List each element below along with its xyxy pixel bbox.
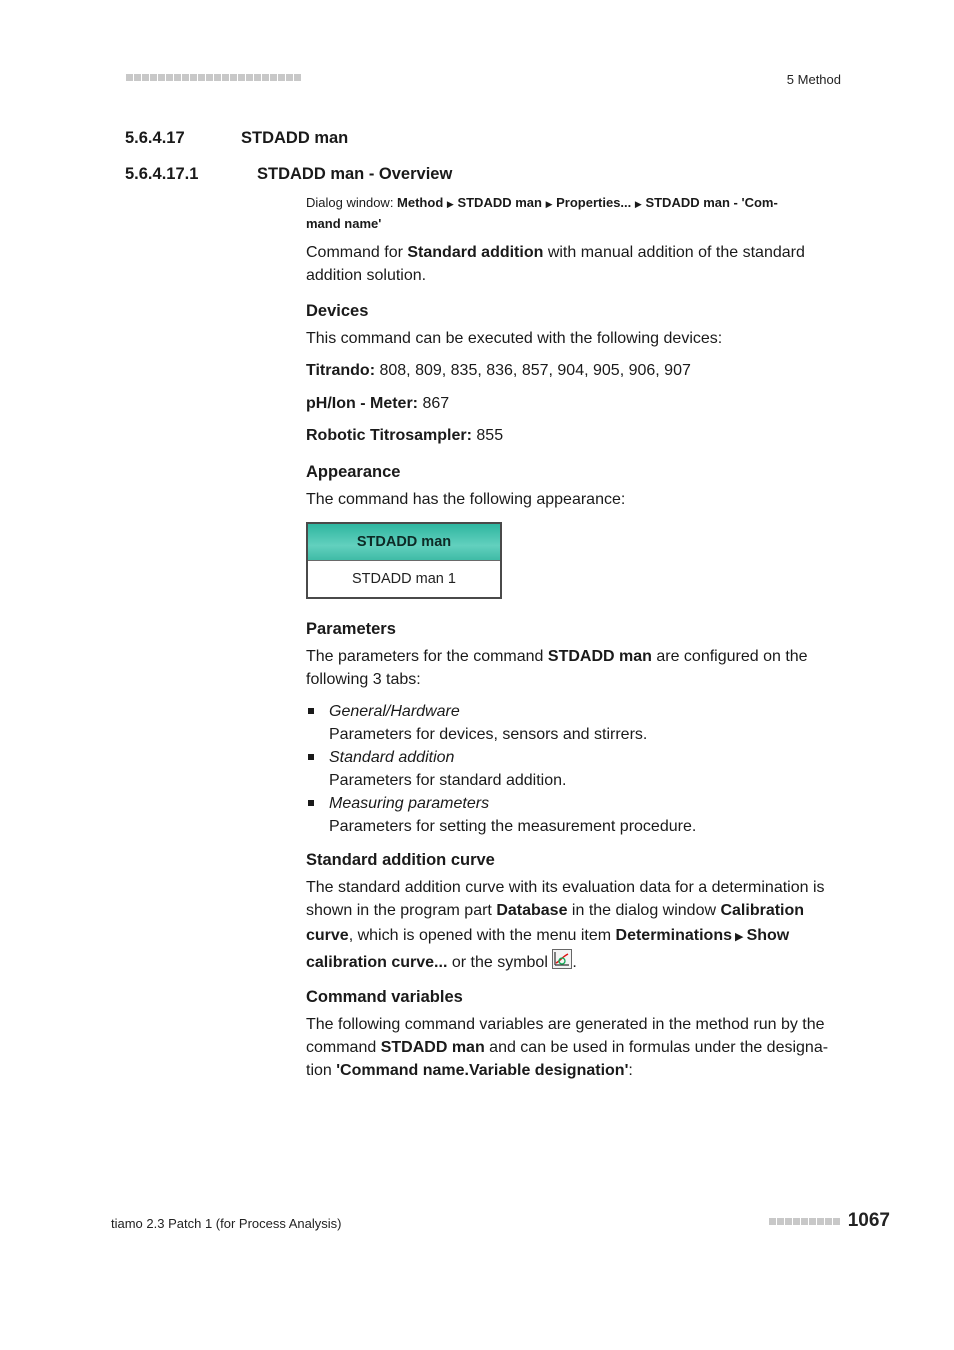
curve-bold-database: Database [496,902,568,919]
devices-text: This command can be executed with the following devices: [306,330,723,347]
header-decoration [126,74,301,81]
arrow-icon: ▶ [545,199,553,209]
curve-heading: Standard addition curve [306,851,495,869]
devices-heading: Devices [306,302,369,320]
command-block-name: STDADD man 1 [352,571,456,587]
page-number: 1067 [847,1210,890,1231]
parameters-bold: STDADD man [547,648,652,665]
dialog-path-method: Method [397,195,444,210]
device-ph-meter [306,392,842,415]
arrow-icon: ▶ [446,199,454,209]
variables-bold-command: STDADD man [380,1039,485,1056]
heading-level-2 [125,165,452,184]
curve-text: . [572,954,577,971]
device-label: pH/Ion - Meter: [306,395,418,412]
tab-name: General/Hardware [329,703,460,720]
appearance-text: The command has the following appearance: [306,491,626,508]
heading-level-1 [125,129,348,148]
dialog-path-properties: Properties... [556,195,632,210]
parameters-heading: Parameters [306,620,396,638]
parameters-text-1: The parameters for the command [306,648,548,665]
dialog-path-window-cont: mand name' [306,216,382,231]
curve-paragraph [306,876,842,976]
device-values: 808, 809, 835, 836, 857, 904, 905, 906, 907 [375,362,691,379]
variables-bold-designation: 'Command name.Variable designation' [336,1062,629,1079]
curve-text: , which is opened with the menu item [348,927,616,944]
header-section: 5 Method [786,72,841,87]
dialog-path-prefix: Dialog window: [306,195,398,210]
tab-description: Parameters for devices, sensors and stirrers. [329,726,648,743]
arrow-icon: ▶ [634,199,642,209]
list-item [306,792,842,838]
curve-text: or the symbol [447,954,553,971]
intro-bold: Standard addition [407,244,544,261]
footer-page [769,1210,890,1232]
arrow-icon: ▶ [731,931,747,943]
list-item [306,746,842,792]
variables-paragraph [306,1013,842,1082]
device-values: 855 [471,427,504,444]
parameters-text-2: are configured on the following 3 tabs: [306,648,808,688]
command-block-preview [306,522,502,599]
tab-name: Standard addition [329,749,455,766]
heading-1-number: 5.6.4.17 [125,129,185,147]
device-values: 867 [418,395,450,412]
dialog-path-window: STDADD man - 'Com- [645,195,778,210]
bullet-icon [308,754,314,760]
curve-bold-determinations: Determinations [615,927,732,944]
curve-bold-show: Show calibration curve... [306,927,790,971]
dialog-path [306,193,842,233]
device-label: Titrando: [306,362,376,379]
device-label: Robotic Titrosampler: [306,427,472,444]
tabs-list [306,700,842,838]
heading-2-number: 5.6.4.17.1 [125,165,199,183]
bullet-icon [308,800,314,806]
heading-1-title: STDADD man [241,129,349,147]
variables-heading: Command variables [306,988,463,1006]
device-titrando [306,359,842,382]
curve-text: The standard addition curve with its evaluation data for a determination is shown in the program part [306,879,825,919]
parameters-text [306,645,842,691]
intro-paragraph [306,241,842,287]
variables-text: and can be used in formulas under the designa-tion [306,1039,829,1079]
footer-product: tiamo 2.3 Patch 1 (for Process Analysis) [111,1216,342,1231]
variables-text: : [628,1062,633,1079]
tab-name: Measuring parameters [329,795,490,812]
dialog-path-command: STDADD man [457,195,542,210]
curve-text: in the dialog window [567,902,721,919]
intro-text-2: with manual addition of the standard addition solution. [306,244,805,284]
variables-text: The following command variables are generated in the method run by the command [306,1016,825,1056]
appearance-heading: Appearance [306,463,401,481]
list-item [306,700,842,746]
device-robotic [306,424,842,447]
footer-decoration [769,1218,840,1225]
heading-2-title: STDADD man - Overview [257,165,453,183]
tab-description: Parameters for setting the measurement procedure. [329,818,697,835]
intro-text: Command for [306,244,408,261]
bullet-icon [308,708,314,714]
tab-description: Parameters for standard addition. [329,772,567,789]
command-block-title: STDADD man [308,524,500,561]
calibration-curve-icon [552,949,572,969]
curve-bold-calibration: Calibration curve [306,902,805,944]
